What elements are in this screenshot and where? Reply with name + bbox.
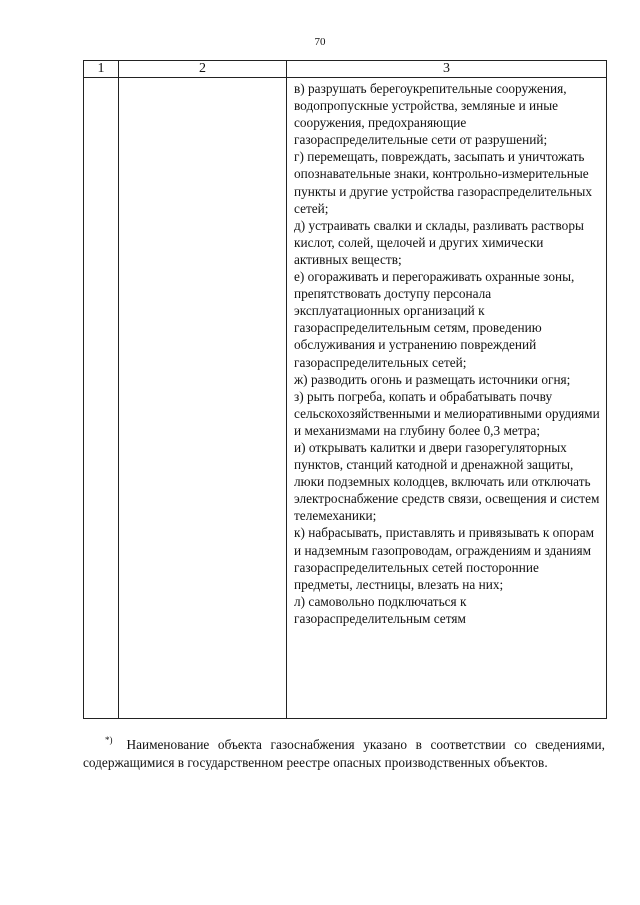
- page-number: 70: [314, 36, 326, 48]
- column-header-1: 1: [84, 61, 119, 78]
- document-table: [83, 60, 607, 719]
- table-header-row: [84, 61, 607, 78]
- list-item: в) разрушать берегоукрепительные сооружения, водопропускные устройства, земляные и иные сооружения, предохраняющие газораспределительные сети от разрушений;: [294, 81, 567, 148]
- footnote: [83, 736, 605, 771]
- list-item: д) устраивать свалки и склады, разливать растворы кислот, солей, щелочей и других химически активных веществ;: [294, 217, 584, 267]
- cell-col2: [119, 78, 287, 719]
- list-item: ж) разводить огонь и размещать источники огня;: [294, 371, 571, 387]
- cell-col3: [287, 78, 607, 719]
- column-header-2: 2: [119, 61, 287, 78]
- footnote-marker: *): [105, 735, 113, 745]
- table-row: [84, 78, 607, 719]
- column-header-3: 3: [287, 61, 607, 78]
- list-item: з) рыть погреба, копать и обрабатывать почву сельскохозяйственными и мелиоративными орудиями и механизмами на глубину более 0,3 метра;: [294, 388, 600, 438]
- list-item: л) самовольно подключаться к газораспределительным сетям: [294, 593, 467, 626]
- list-item: и) открывать калитки и двери газорегуляторных пунктов, станций катодной и дренажной защиты, люки подземных колодцев, включать или отключать электроснабжение средств связи, освещения и систем телемеханики;: [294, 439, 600, 524]
- footnote-text: Наименование объекта газоснабжения указано в соответствии со сведениями, содержащимися в государственном реестре опасных производственных объектов.: [83, 737, 605, 770]
- list-item: к) набрасывать, приставлять и привязывать к опорам и надземным газопроводам, ограждениям и зданиям газораспределительных сетей посторонние предметы, лестницы, влезать на них;: [294, 525, 595, 592]
- list-item: г) перемещать, повреждать, засыпать и уничтожать опознавательные знаки, контрольно-измерительные пункты и другие устройства газораспределительных сетей;: [294, 149, 592, 216]
- list-item: е) огораживать и перегораживать охранные зоны, препятствовать доступу персонала эксплуатационных организаций к газораспределительным сетям, проведению обслуживания и устранению повреждений газораспределительных сетей;: [294, 269, 575, 370]
- cell-col1: [84, 78, 119, 719]
